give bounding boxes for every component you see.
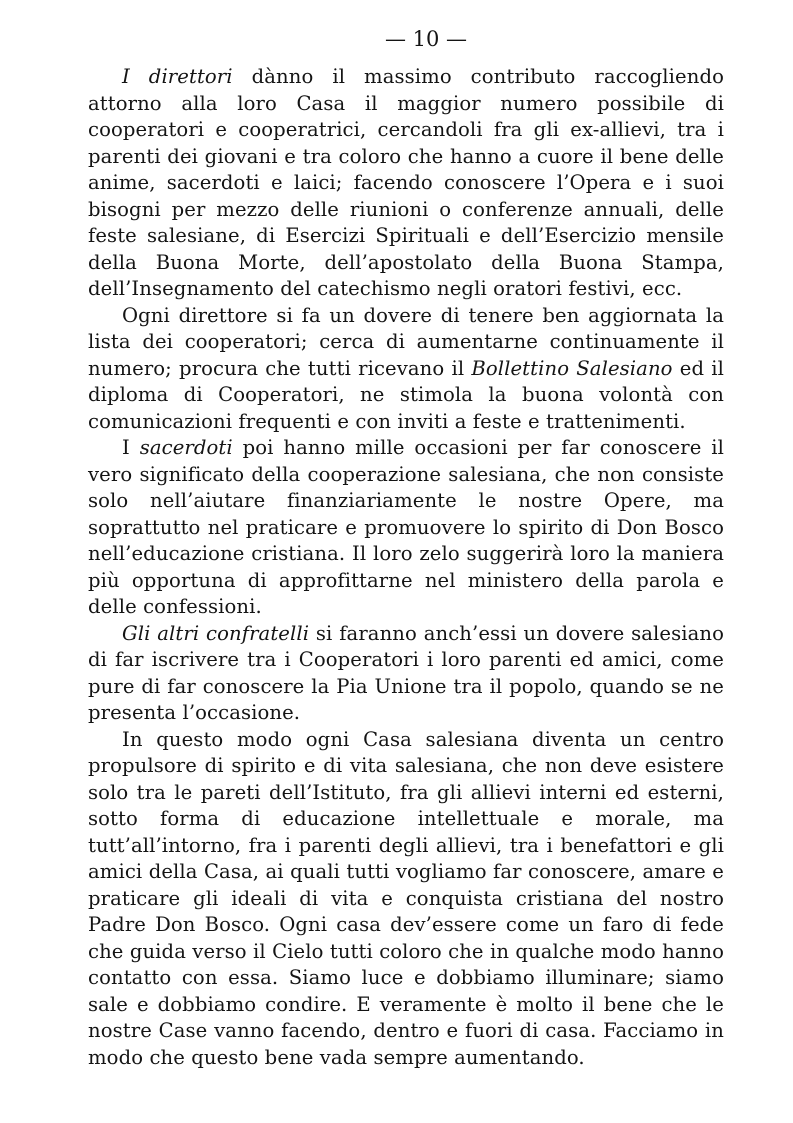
paragraph-text: dànno il massimo contributo raccogliendo attorno alla loro Casa il maggior numero possibile di cooperatori e cooperatrici, cercandoli fra gli ex-allievi, tra i parenti dei giovani e tra coloro che hanno a cuore il bene delle anime, sacerdoti e laici; facendo conoscere l’Opera e i suoi bisogni per mezzo delle riunioni o conferenze annuali, delle feste salesiane, di Esercizi Spirituali e dell’Esercizio mensile della Buona Morte, dell’apostolato della Buona Stampa, dell’Insegnamento del catechismo negli oratori festivi, ecc. (88, 65, 724, 300)
paragraph-text: si faranno anch’essi un dovere salesiano di far iscrivere tra i Cooperatori i loro parenti ed amici, come pure di far conoscere la Pia Unione tra il popolo, quando se ne presenta l’occasione. (88, 621, 725, 724)
paragraph-text: In questo modo ogni Casa salesiana diventa un centro propulsore di spirito e di vita salesiana, che non deve esistere solo tra le pareti dell’Istituto, fra gli allievi interni ed esterni, sotto forma di educazione intellettuale e morale, ma tutt’all’intorno, fra i parenti degli allievi, tra i benefattori e gli amici della Casa, ai quali tutti vogliamo far conoscere, amare e praticare gli ideali di vita e conquista cristiana del nostro Padre Don Bosco. Ogni casa dev’essere come un faro di fede che guida verso il Cielo tutti coloro che in qualche modo hanno contatto con essa. Siamo luce e dobbiamo illuminare; siamo sale e dobbiamo condire. E veramente è molto il bene che le nostre Case vanno facendo, dentro e fuori di casa. Facciamo in modo che questo bene vada sempre aumentando. (88, 727, 724, 1069)
document-page (88, 22, 724, 1071)
paragraph-article: I (122, 436, 140, 459)
page-number: — 10 — (384, 27, 468, 51)
paragraph-text: ed il diploma di Cooperatori, ne stimola la buona volontà con comunicazioni frequenti e con inviti a feste e trattenimenti. (88, 356, 724, 433)
paragraph-text: poi hanno mille occasioni per far conoscere il vero significato della cooperazione salesiana, che non consiste solo nell’aiutare finanziariamente le nostre Opere, ma soprattutto nel praticare e promuovere lo spirito di Don Bosco nell’educazione cristiana. Il loro zelo suggerirà loro la maniera più opportuna di approfittarne nel ministero della parola e delle confessioni. (88, 436, 724, 618)
paragraph-lead-italic: I direttori (122, 65, 233, 88)
paragraph-direttori (88, 64, 724, 303)
bollettino-title-italic: Bollettino Salesiano (471, 356, 673, 380)
paragraph-confratelli (88, 621, 724, 727)
paragraph-lead-italic: sacerdoti (139, 436, 233, 459)
paragraph-casa-salesiana (88, 727, 724, 1072)
paragraph-text: Ogni direttore si fa un dovere di tenere ben aggiornata la lista dei cooperatori; cerca di aumentarne continuamente il numero; procura che tutti ricevano il (88, 303, 724, 380)
paragraph-lead-italic: Gli altri confratelli (122, 621, 310, 645)
paragraph-sacerdoti (88, 435, 724, 621)
paragraph-ogni-direttore (88, 303, 724, 436)
